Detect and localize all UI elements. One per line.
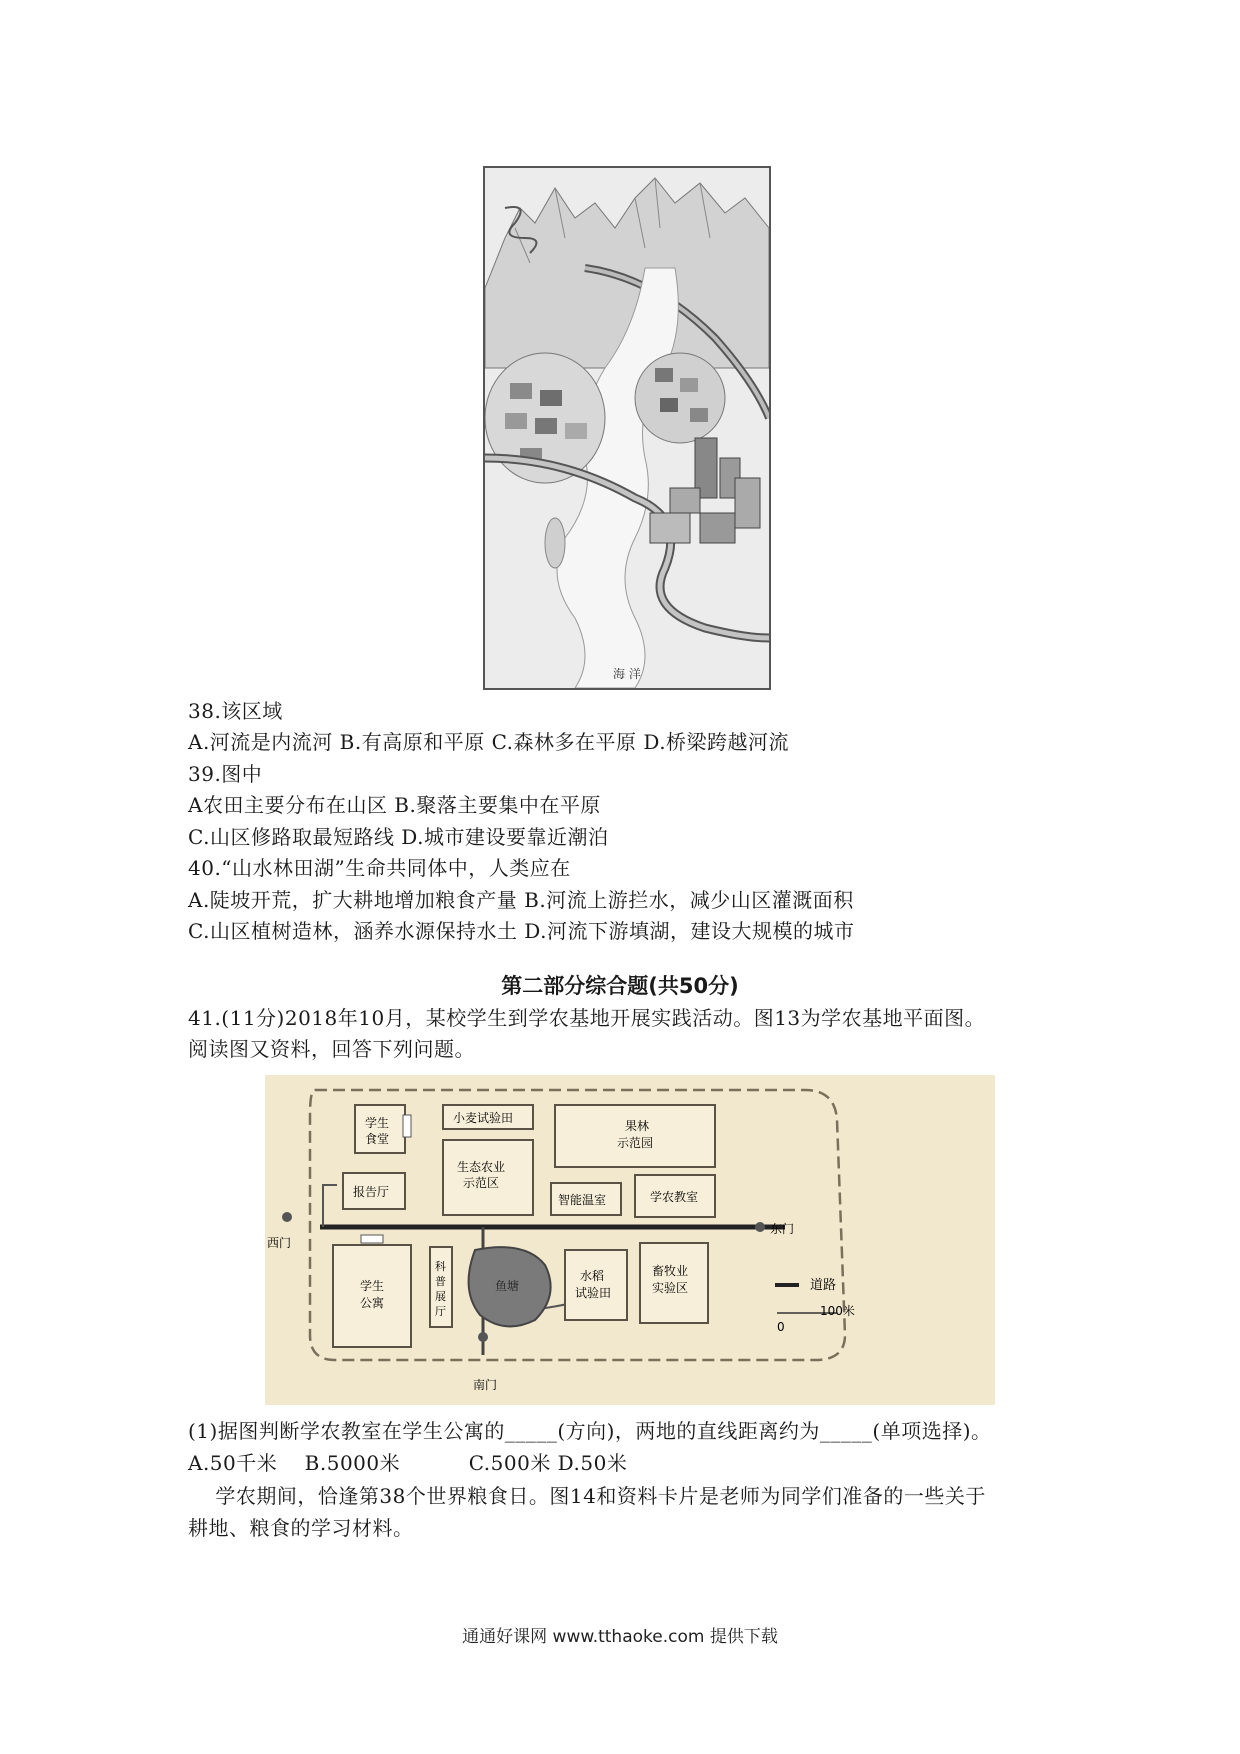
south-gate-label: 南门 [473, 1378, 498, 1392]
scale-zero-label: 0 [777, 1320, 785, 1334]
fruit-garden-label-1: 果林 [625, 1119, 650, 1133]
ocean-label: 海 洋 [613, 667, 641, 681]
question-40-options-1: A.陡坡开荒，扩大耕地增加粮食产量 B.河流上游拦水，减少山区灌溉面积 [188, 888, 854, 912]
student-canteen-label-2: 食堂 [365, 1132, 390, 1146]
eco-agri-label-2: 示范区 [463, 1176, 500, 1190]
dorm-label-2: 公寓 [360, 1296, 385, 1310]
science-hall-char-3: 展 [435, 1290, 446, 1303]
question-40-stem: 40.“山水林田湖”生命共同体中，人类应在 [188, 856, 571, 880]
fruit-garden-label-2: 示范园 [617, 1136, 654, 1150]
landscape-figure [483, 166, 771, 690]
question-39-stem: 39.图中 [188, 762, 263, 786]
farm-base-map [265, 1075, 995, 1405]
question-41-1-line: (1)据图判断学农教室在学生公寓的_____(方向)，两地的直线距离约为_____(单项选择)。 [188, 1419, 992, 1443]
landscape-illustration [485, 168, 769, 688]
science-hall-char-1: 科 [435, 1260, 446, 1273]
west-gate-label: 西门 [267, 1236, 292, 1250]
scale-value-label: 100米 [820, 1304, 855, 1318]
question-39-options-1: A农田主要分布在山区 B.聚落主要集中在平原 [188, 793, 601, 817]
east-gate-label: 东门 [770, 1222, 795, 1236]
question-39-options-2: C.山区修路取最短路线 D.城市建设要靠近潮泊 [188, 825, 609, 849]
question-38-options: A.河流是内流河 B.有高原和平原 C.森林多在平原 D.桥梁跨越河流 [188, 730, 790, 754]
fish-pond-label: 鱼塘 [495, 1279, 520, 1293]
farm-base-map-svg [265, 1075, 995, 1405]
dorm-label-1: 学生 [360, 1279, 385, 1293]
page-footer: 通通好课网 www.tthaoke.com 提供下载 [462, 1627, 778, 1647]
livestock-label-1: 畜牧业 [652, 1264, 689, 1278]
question-40-options-2: C.山区植树造林，涵养水源保持水土 D.河流下游填湖，建设大规模的城市 [188, 919, 855, 943]
paragraph-line1: 学农期间，恰逢第38个世界粮食日。图14和资料卡片是老师为同学们准备的一些关于 [188, 1484, 986, 1508]
science-hall-char-2: 普 [435, 1275, 446, 1288]
paragraph-line2: 耕地、粮食的学习材料。 [188, 1516, 414, 1540]
livestock-label-2: 实验区 [652, 1281, 689, 1295]
smart-greenhouse-label: 智能温室 [558, 1193, 607, 1207]
lecture-hall-label: 报告厅 [353, 1185, 390, 1199]
question-38-stem: 38.该区域 [188, 699, 283, 723]
student-canteen-label-1: 学生 [365, 1116, 390, 1130]
question-41-line1: 41.(11分)2018年10月，某校学生到学农基地开展实践活动。图13为学农基地平面图。 [188, 1006, 986, 1030]
rice-field-label-2: 试验田 [575, 1286, 612, 1300]
question-41-1-options: A.50千米 B.5000米 C.500米 D.50米 [188, 1451, 628, 1475]
science-hall-char-4: 厅 [435, 1305, 446, 1318]
agri-classroom-label: 学农教室 [650, 1190, 699, 1204]
eco-agri-label-1: 生态农业 [457, 1160, 506, 1174]
rice-field-label-1: 水稻 [580, 1269, 605, 1283]
question-41-line2: 阅读图又资料，回答下列问题。 [188, 1037, 475, 1061]
part2-heading: 第二部分综合题(共50分) [501, 974, 739, 998]
wheat-field-label: 小麦试验田 [453, 1111, 514, 1125]
legend-road-label: 道路 [810, 1278, 837, 1293]
